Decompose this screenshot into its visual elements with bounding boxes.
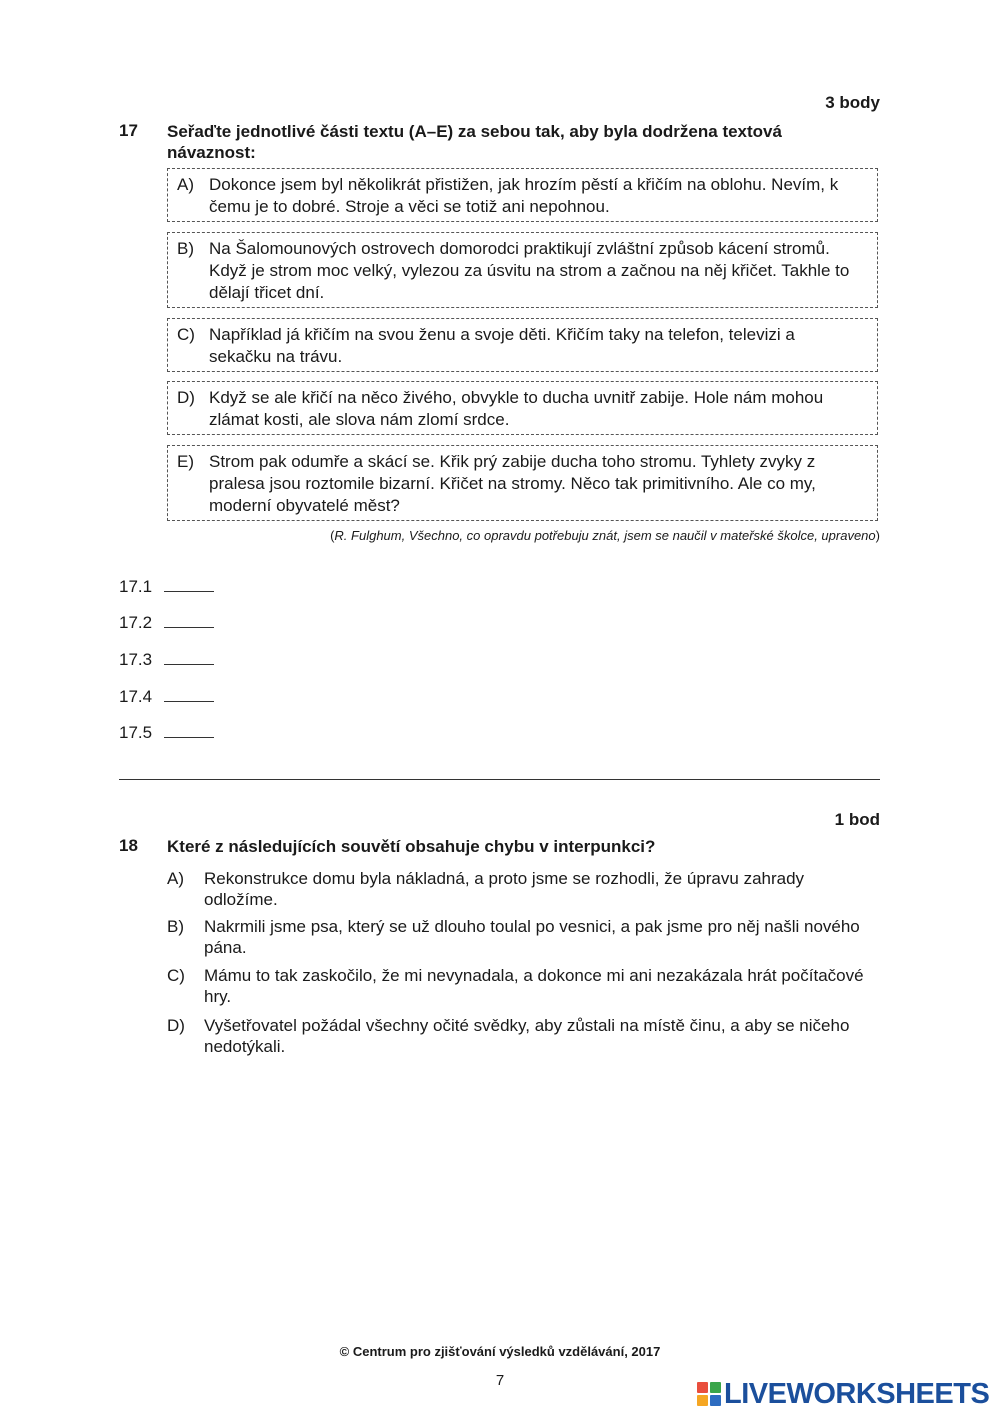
option-text: Nakrmili jsme psa, který se už dlouho toulal po vesnici, a pak jsme pro něj našli nového pána.	[204, 917, 860, 957]
part-label: C)	[177, 325, 195, 344]
part-text: Strom pak odumře a skácí se. Křik prý zabije ducha toho stromu. Tyhlety zvyky z pralesa jsou roztomile bizarní. Křičet na stromy. Něco tak primitivního. Ale co my, moderní obyvatelé měst?	[209, 452, 816, 515]
q18-number: 18	[119, 836, 138, 855]
option-label: A)	[167, 869, 184, 888]
part-text: Například já křičím na svou ženu a svoje děti. Křičím taky na telefon, televizi a sekačku na trávu.	[209, 325, 795, 366]
page-number: 7	[495, 1372, 505, 1389]
part-text: Když se ale křičí na něco živého, obvykle to ducha uvnitř zabije. Hole nám mohou zlámat kosti, ale slova nám zlomí srdce.	[209, 388, 824, 429]
option-text: Mámu to tak zaskočilo, že mi nevynadala, a dokonce mi ani nezakázala hrát počítačové hry.	[204, 966, 864, 1006]
copyright-footer: © Centrum pro zjišťování výsledků vzdělávání, 2017	[339, 1344, 661, 1359]
section-divider	[119, 779, 880, 780]
part-text: Dokonce jsem byl několikrát přistižen, jak hrozím pěstí a křičím na oblohu. Nevím, k čemu je to dobré. Stroje a věci se totiž ani nepohnou.	[209, 175, 839, 216]
q17-points: 3 body	[825, 93, 880, 112]
logo-grid-icon	[697, 1382, 721, 1406]
text-part-a	[167, 168, 878, 222]
logo-square	[710, 1382, 721, 1393]
q18-points: 1 bod	[834, 810, 880, 829]
part-label: E)	[177, 452, 194, 471]
option-text: Rekonstrukce domu byla nákladná, a proto jsme se rozhodli, že úpravu zahrady odložíme.	[204, 869, 805, 909]
text-part-b	[167, 232, 878, 308]
q17-question-text: Seřaďte jednotlivé části textu (A–E) za sebou tak, aby byla dodržena textová návaznost:	[167, 122, 782, 162]
q17-number: 17	[119, 121, 138, 140]
answer-17-1	[119, 577, 214, 597]
answer-blank[interactable]	[164, 650, 214, 665]
answer-17-4	[119, 687, 214, 707]
answer-label: 17.3	[119, 650, 153, 669]
answer-17-3	[119, 650, 214, 670]
option-label: C)	[167, 966, 185, 985]
part-label: D)	[177, 388, 195, 407]
answer-blank[interactable]	[164, 577, 214, 592]
option-label: B)	[167, 917, 184, 936]
source-citation: (R. Fulghum, Všechno, co opravdu potřebuju znát, jsem se naučil v mateřské školce, upraveno)	[330, 528, 880, 543]
answer-label: 17.5	[119, 723, 153, 742]
answer-label: 17.2	[119, 613, 153, 632]
logo-text: LIVEWORKSHEETS	[724, 1377, 990, 1410]
logo-square	[697, 1382, 708, 1393]
answer-blank[interactable]	[164, 723, 214, 738]
part-label: B)	[177, 239, 194, 258]
text-part-e	[167, 445, 878, 521]
text-part-c	[167, 318, 878, 372]
answer-17-2	[119, 613, 214, 633]
logo-square	[697, 1395, 708, 1406]
answer-17-5	[119, 723, 214, 743]
text-part-d	[167, 381, 878, 435]
answer-label: 17.1	[119, 577, 153, 596]
liveworksheets-logo[interactable]	[697, 1378, 989, 1410]
part-label: A)	[177, 175, 194, 194]
option-label: D)	[167, 1016, 185, 1035]
option-text: Vyšetřovatel požádal všechny očité svědky, aby zůstali na místě činu, a aby se ničeho nedotýkali.	[204, 1016, 850, 1056]
q18-question-text: Které z následujících souvětí obsahuje chybu v interpunkci?	[167, 837, 656, 856]
logo-square	[710, 1395, 721, 1406]
answer-blank[interactable]	[164, 687, 214, 702]
answer-label: 17.4	[119, 687, 153, 706]
part-text: Na Šalomounových ostrovech domorodci praktikují zvláštní způsob kácení stromů. Když je strom moc velký, vylezou za úsvitu na strom a začnou na něj křičet. Takhle to dělají třicet dní.	[209, 239, 850, 302]
answer-blank[interactable]	[164, 613, 214, 628]
